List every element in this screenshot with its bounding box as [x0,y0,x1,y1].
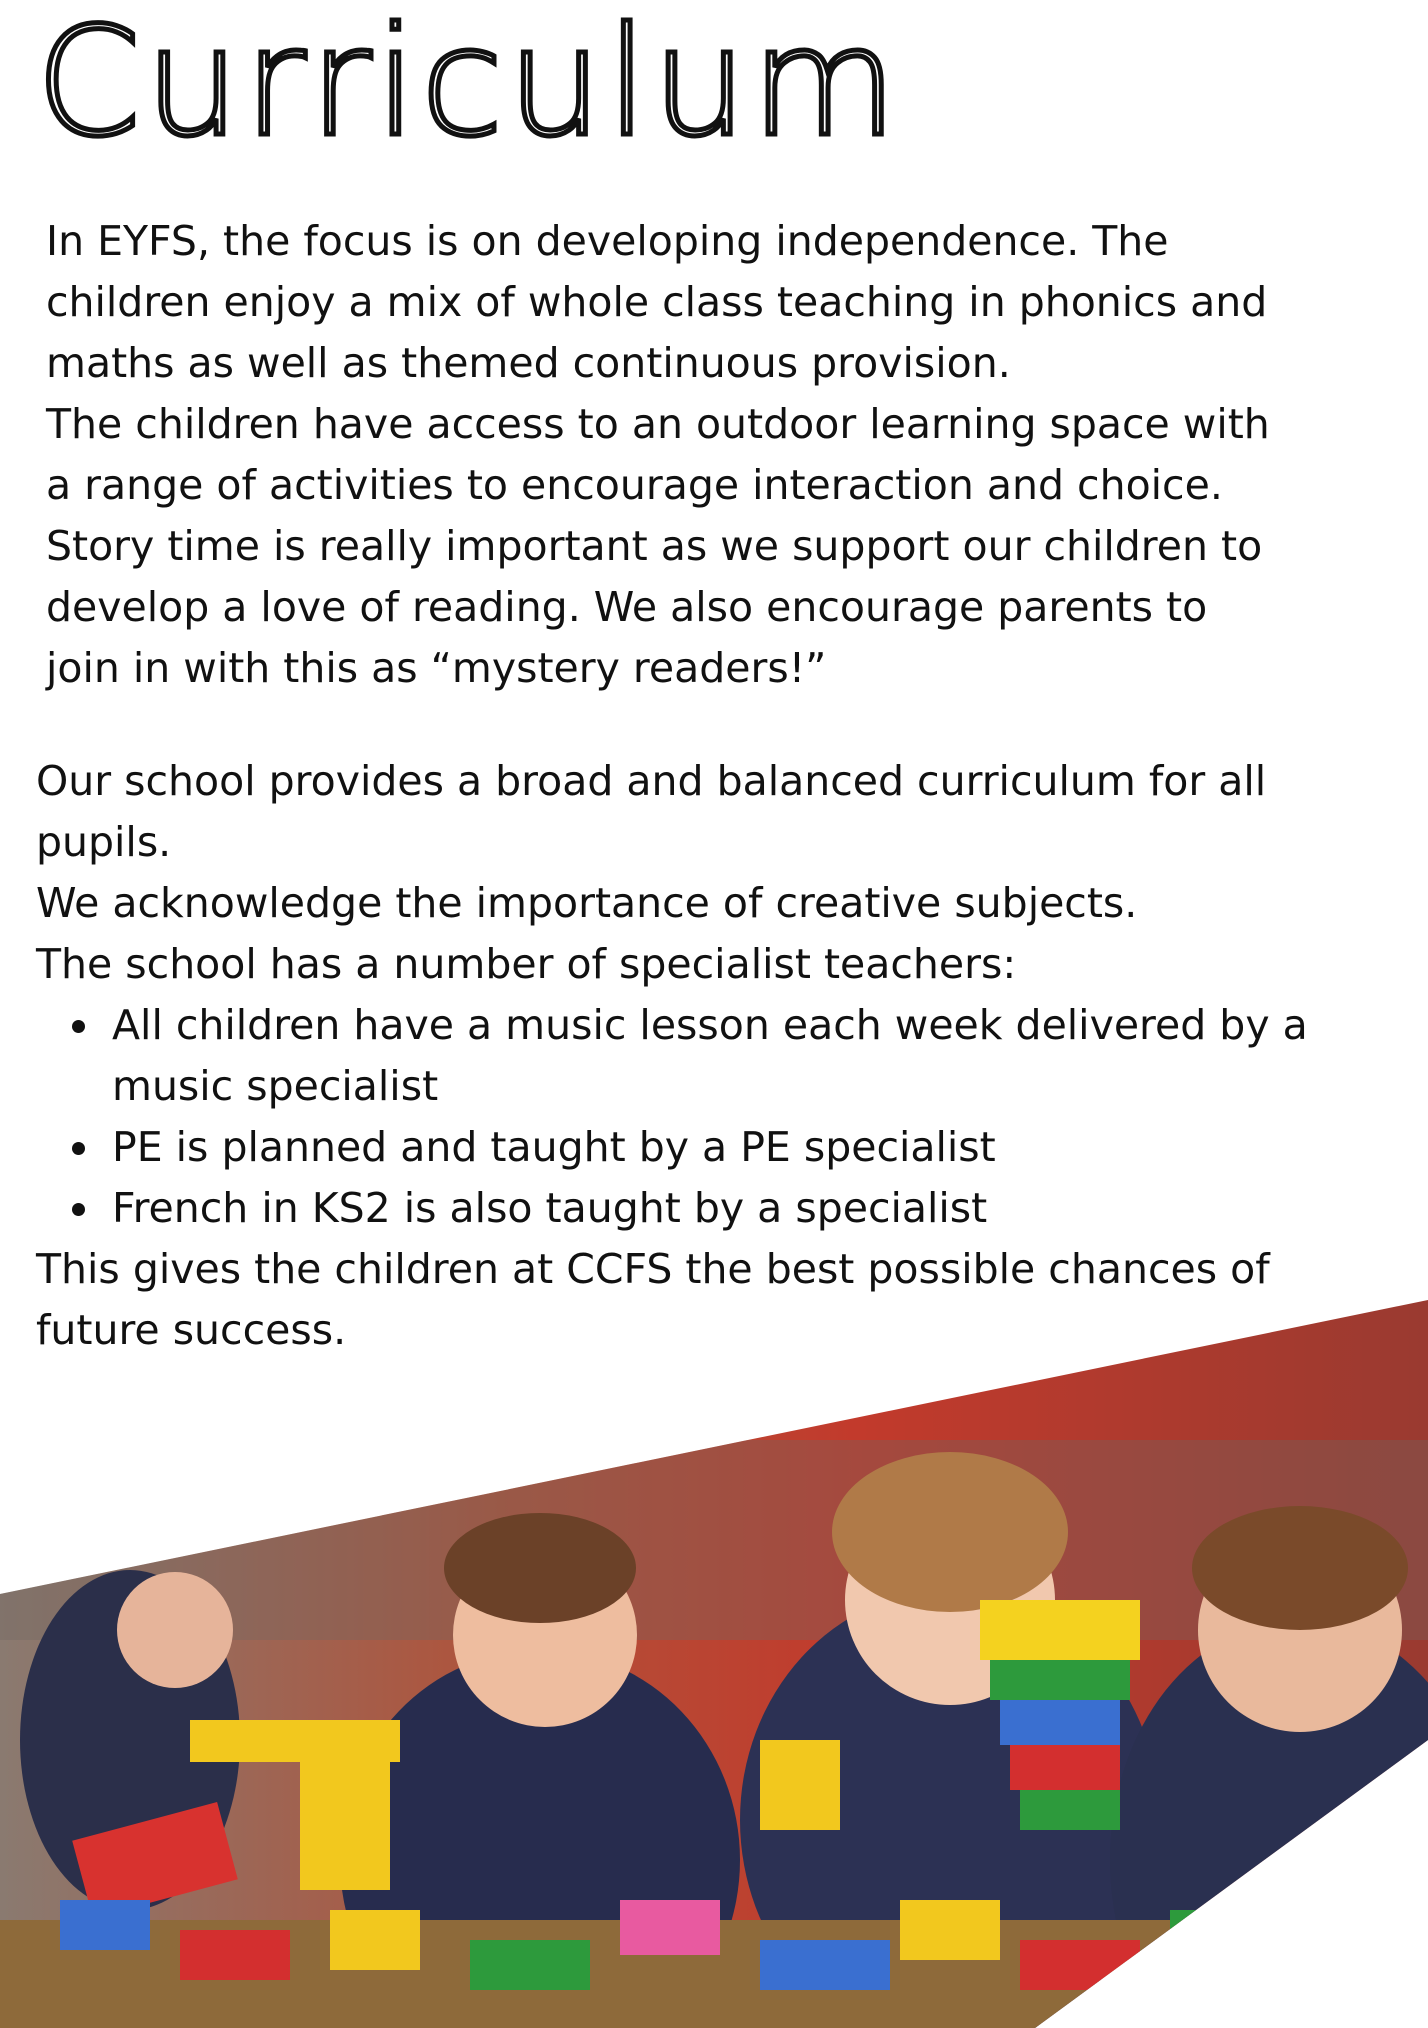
eyfs-line: a range of activities to encourage interaction and choice. [46,461,1223,509]
eyfs-line: maths as well as themed continuous provision. [46,339,1011,387]
list-item: French in KS2 is also taught by a specialist [36,1178,1406,1239]
list-item: All children have a music lesson each week delivered by a music specialist [36,995,1406,1117]
children-playing-photo [0,1300,1428,2028]
eyfs-line: join in with this as “mystery readers!” [46,644,827,692]
eyfs-line: In EYFS, the focus is on developing independence. The [46,217,1169,265]
eyfs-line: children enjoy a mix of whole class teaching in phonics and [46,278,1268,326]
list-item: PE is planned and taught by a PE specialist [36,1117,1406,1178]
curriculum-line: The school has a number of specialist teachers: [36,940,1017,988]
page-title: Curriculum [36,0,902,170]
specialist-list [36,995,1406,1239]
curriculum-paragraph [36,751,1406,1361]
curriculum-line: We acknowledge the importance of creative subjects. [36,879,1138,927]
eyfs-line: develop a love of reading. We also encourage parents to [46,583,1208,631]
closing-line: This gives the children at CCFS the best possible chances of [36,1245,1270,1293]
curriculum-line: Our school provides a broad and balanced curriculum for all [36,757,1267,805]
eyfs-line: The children have access to an outdoor learning space with [46,400,1270,448]
curriculum-line: pupils. [36,818,172,866]
eyfs-line: Story time is really important as we support our children to [46,522,1263,570]
closing-line: future success. [36,1306,347,1354]
eyfs-paragraph [46,211,1396,699]
